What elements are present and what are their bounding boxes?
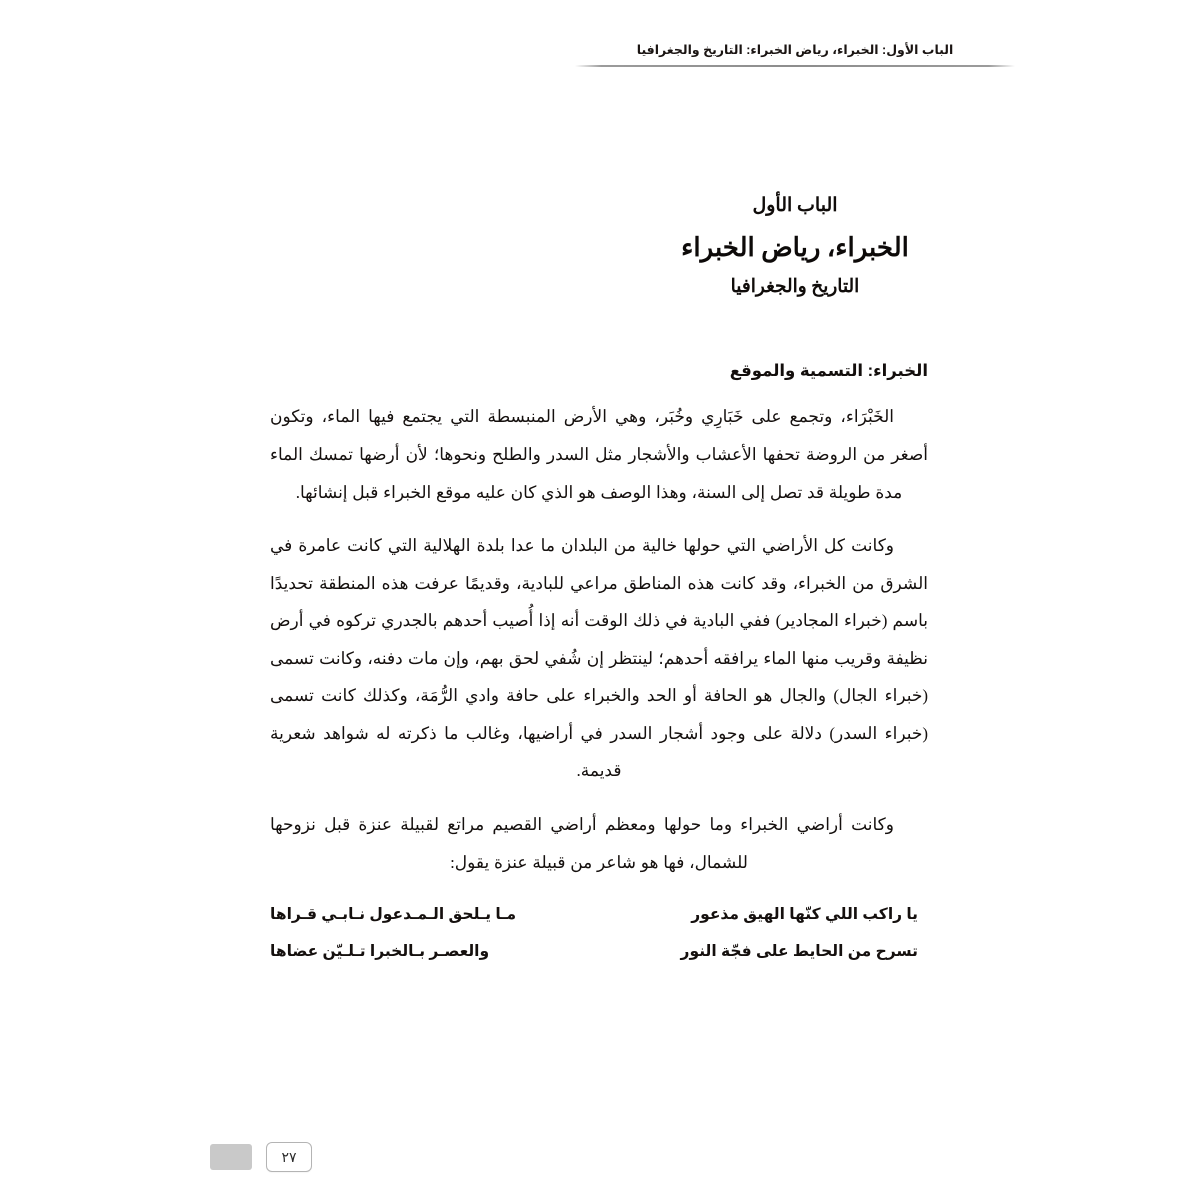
footer-placeholder-block [210, 1144, 252, 1170]
chapter-title-block [585, 192, 1005, 302]
running-header [575, 42, 1015, 67]
page-number-box[interactable] [266, 1142, 312, 1172]
poem-block [270, 897, 928, 970]
section-heading: الخبراء: التسمية والموقع [729, 362, 928, 380]
chapter-kicker: الباب الأول [752, 195, 838, 216]
verse-hemistich-left: مـا يـلحق الـمـدعول نـابـي قـراها [270, 906, 517, 924]
paragraph-2: وكانت كل الأراضي التي حولها خالية من البلدان ما عدا بلدة الهلالية التي كانت عامرة في الشرق من الخبراء، وقد كانت هذه المناطق مراعي للبادية، وقديمًا عرفت هذه المنطقة تحديدًا باسم (خبراء المجادير) ففي البادية في ذلك الوقت أنه إذا أُصيب أحدهم بالجدري تركوه في أرض نظيفة وقريب منها الماء يرافقه أحدهم؛ لينتظر إن شُفي لحق بهم، وإن مات دفنه، وكانت تسمى (خبراء الجال) والجال هو الحافة أو الحد والخبراء على حافة وادي الرُّمَة، وكذلك كانت تسمى (خبراء السدر) دلالة على وجود أشجار السدر في أراضيها، وغالب ما ذكرته له شواهد شعرية قديمة. [270, 536, 928, 781]
running-header-text: الباب الأول: الخبراء، رياض الخبراء: التاريخ والجغرافيا [636, 43, 954, 57]
page-footer [210, 1142, 312, 1172]
chapter-subtitle: التاريخ والجغرافيا [730, 277, 860, 298]
verse-line [270, 897, 928, 933]
body-content [270, 358, 928, 970]
verse-line [270, 934, 928, 970]
running-header-rule [575, 65, 1015, 67]
verse-hemistich-right: تسرح من الحايط على فجّة النور [680, 942, 918, 960]
verse-hemistich-left: والعصـر بـالخبرا تـلـيّن عضاها [270, 942, 490, 960]
paragraph-1: الخَبْرَاء، وتجمع على خَبَارِي وخُبَر، وهي الأرض المنبسطة التي يجتمع فيها الماء، وتكون أصغر من الروضة تحفها الأعشاب والأشجار مثل السدر والطلح ونحوها؛ لأن أرضها تمسك الماء مدة طويلة قد تصل إلى السنة، وهذا الوصف هو الذي كان عليه موقع الخبراء قبل إنشائها. [270, 407, 928, 502]
chapter-title: الخبراء، رياض الخبراء [681, 232, 909, 262]
verse-hemistich-right: يا راكب اللي كنّها الهيق مذعور [691, 906, 918, 924]
paragraph-3: وكانت أراضي الخبراء وما حولها ومعظم أراضي القصيم مراتع لقبيلة عنزة قبل نزوحها للشمال، فها هو شاعر من قبيلة عنزة يقول: [270, 815, 894, 872]
page-number: ٢٧ [281, 1148, 297, 1165]
